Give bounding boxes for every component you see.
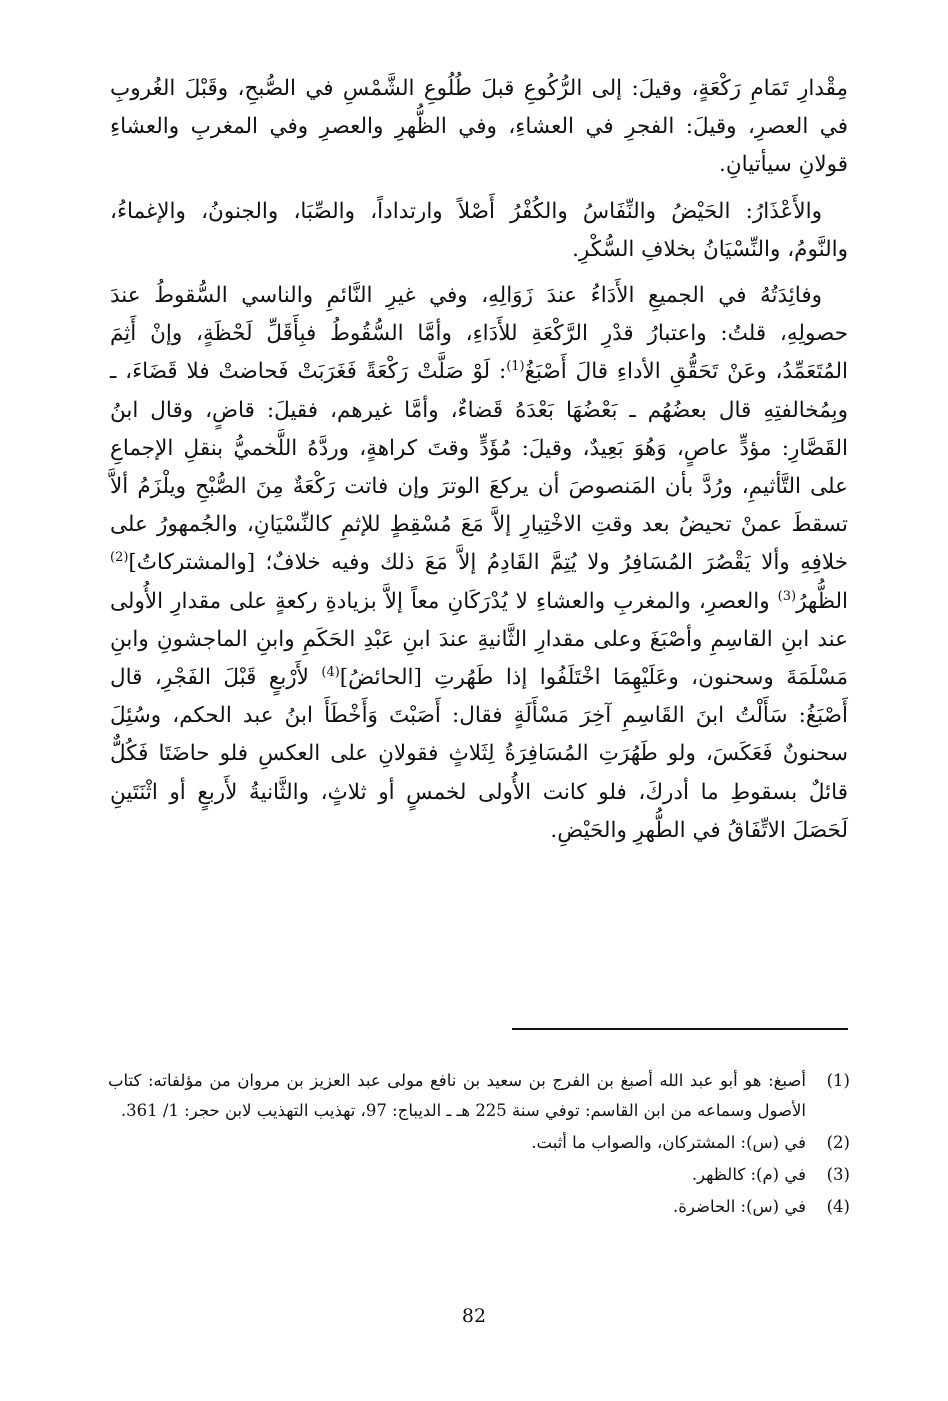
paragraph-3 (110, 277, 848, 850)
paragraph-3-part-1: وفائِدَتُهُ في الجميعِ الأَدَاءُ عندَ زَوَالِهِ، وفي غيرِ النَّائمِ والناسي السُّقوطُ عندَ حصولِهِ، قلتُ: واعتبارُ قدْرِ الرَّكْعَةِ للأَدَاءِ، وأمَّا السُّقُوطُ فبِأَقَلِّ لَحْظَةٍ، وإنْ أَثِمَ المُتَعَمِّدُ، وعَنْ تَحَقُّقِ الأداءِ قالَ أَصْبَغُ (110, 283, 848, 385)
footnote-number: (3) (826, 1165, 850, 1184)
footnote-2 (108, 1128, 850, 1158)
footnote-1 (108, 1066, 850, 1126)
paragraph-3-part-5: لأَرْبعٍ قَبْلَ الفَجْرِ، قال أَصْبَغُ: سَأَلْتُ ابنَ القَاسِمِ آخِرَ مَسْأَلَةٍ فقال: أَصَبْتَ وَأَخْطَأَ ابنُ عبد الحكم، وسُئِلَ سحنونٌ فَعَكَسَ، ولو طَهُرَتِ المُسَافِرَةُ لِثَلاثٍ فقولانِ على العكسِ فلو حاضَتَا فَكُلٌّ قائلٌ بسقوطِ ما أدركَ، فلو كانت الأُولى لخمسٍ أو ثلاثٍ، والثَّانيةُ لأَربعٍ أو اثْنَتَينِ لَحَصَلَ الاتِّفَاقُ في الطُّهرِ والحَيْضِ. (110, 665, 848, 843)
paragraph-3-part-4: والعصرِ، والمغربِ والعشاءِ لا يُدْرَكَانِ معاً إلاَّ بزيادةِ ركعةٍ على مقدارِ الأُولى عند ابنِ القاسِمِ وأصْبَغَ وعلى مقدارِ الثَّانيةِ عندَ ابنِ عَبْدِ الحَكَمِ وابنِ الماجشونِ وابنِ مَسْلَمَةَ وسحنون، وعَلَيْهِمَا اخْتَلَفُوا إذا طَهُرتِ [الحائضُ] (110, 588, 848, 691)
footnote-text: في (س): الحاضرة. (673, 1197, 806, 1216)
footnote-4 (108, 1192, 850, 1222)
footnote-text: أصبغ: هو أبو عبد الله أصبغ بن الفرج بن سعيد بن نافع مولى عبد العزيز بن مروان من مؤلفاته: كتاب الأصول وسماعه من ابن القاسم: توفي سنة 225 هـ ـ الديباج: 97، تهذيب التهذيب لابن حجر: 1/ 361. (108, 1071, 806, 1120)
paragraph-1: مِقْدارِ تَمَامِ رَكْعَةٍ، وقيلَ: إلى الرُّكُوعِ قبلَ طُلُوعِ الشَّمْسِ في الصُّبحِ، وقَبْلَ الغُروبِ في العصرِ، وقيلَ: الفجرِ في العشاءِ، وفي الظُّهرِ والعصرِ وفي المغربِ والعشاءِ قولانِ سيأتيانِ. (110, 76, 848, 178)
main-text (110, 70, 848, 858)
footnote-mark-4: (4) (321, 664, 340, 680)
footnotes (108, 1066, 850, 1224)
footnote-mark-2: (2) (110, 550, 129, 566)
footnote-mark-3: (3) (777, 588, 797, 604)
footnote-3 (108, 1160, 850, 1190)
paragraph-3-part-3: الظُّهرُ (796, 588, 848, 614)
footnote-number: (4) (826, 1197, 850, 1216)
paragraph-2: والأَعْذَارُ: الحَيْضُ والنِّفَاسُ والكُفْرُ أَصْلاً وارتداداً، والصِّبَا، والجنونُ، والإغماءُ، والنَّومُ، والنِّسْيَانُ بخلافِ السُّكْرِ. (110, 198, 848, 262)
page-number: 82 (461, 1305, 487, 1327)
footnote-separator (512, 1028, 848, 1030)
footnote-text: في (س): المشتركان، والصواب ما أثبت. (531, 1133, 806, 1152)
footnote-text: في (م): كالظهر. (691, 1165, 806, 1184)
paragraph-3-part-2: : لَوْ صَلَّتْ رَكْعَةً فَغَرَبَتْ فَحاضتْ فلا قَضَاءَ، ـ وبِمُخالفتِهِ قال بعضُهُم ـ بَعْضُهَا بَعْدَهُ قَضاءٌ، وأمَّا غيرهم، فقيلَ: قاضٍ، وقال ابنُ القَصَّارِ: مؤدٍّ عاصٍ، وَهُوَ بَعِيدٌ، وقيلَ: مُؤَدٍّ وقتَ كراهةٍ، وردَّهُ اللَّخميُّ بنقلِ الإجماعِ على التَّأثيمِ، ورُدَّ بأن المَنصوصَ أن يركعَ الوترَ وإن فاتت رَكْعَةٌ مِنَ الصُّبْحِ ويلْزَمُ ألاَّ تسقطَ عمنْ تحيضُ بعد وقتِ الاخْتِيارِ إلاَّ مَعَ مُسْقِطٍ للإثمِ كالنِّسْيَانِ، والجُمهورُ على خلافِهِ وألا يَقْصُرَ المُسَافِرُ ولا يُتِمَّ القَادِمُ إلاَّ مَعَ ذلك وفيه خلافٌ؛ [والمشتركاتُ] (110, 359, 848, 576)
footnote-number: (2) (826, 1133, 850, 1152)
footnote-number: (1) (826, 1071, 850, 1090)
footnote-mark-1: (1) (506, 359, 525, 375)
